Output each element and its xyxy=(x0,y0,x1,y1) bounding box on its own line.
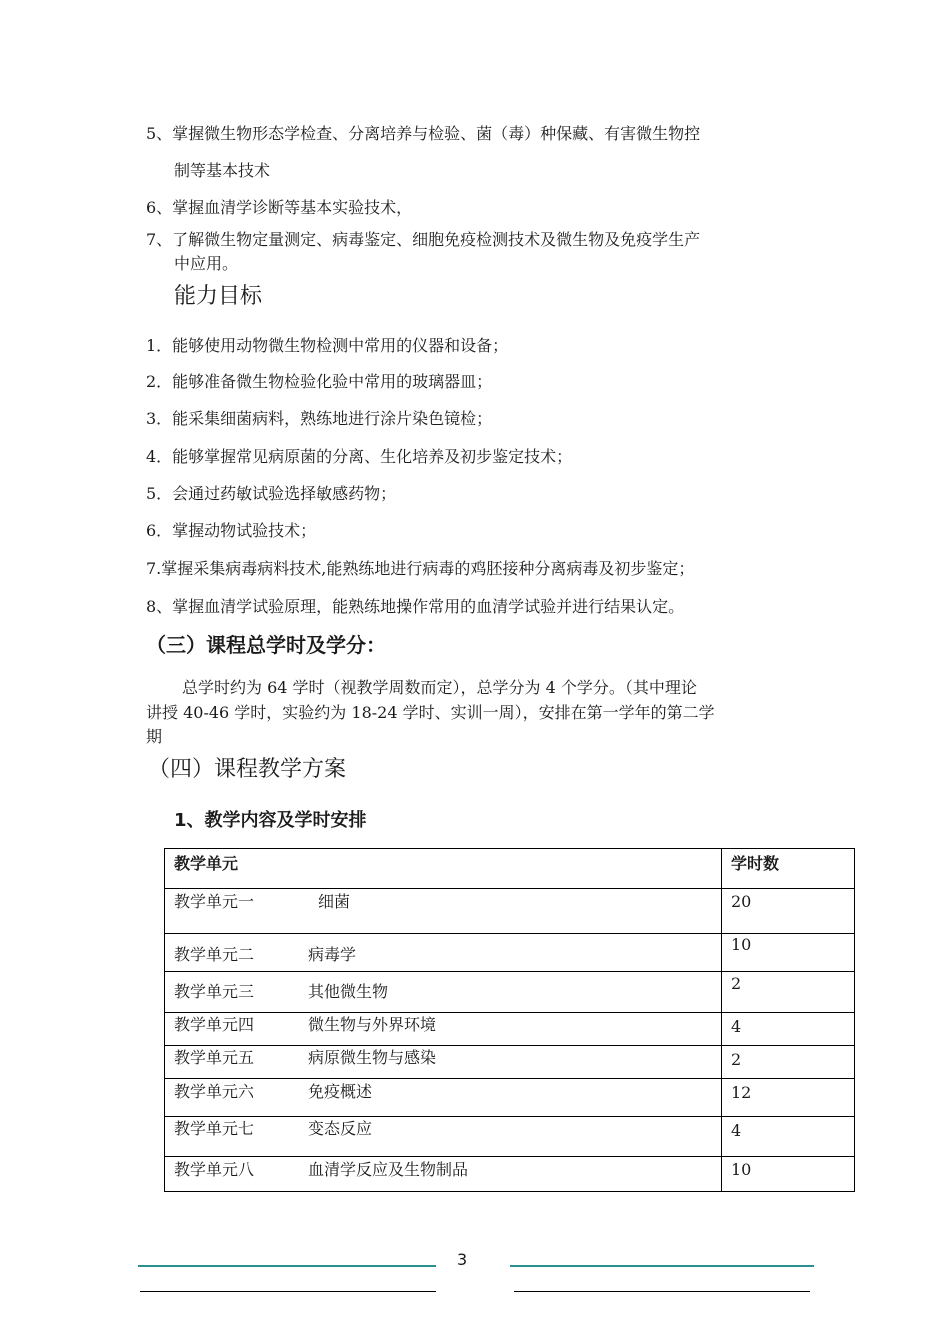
unit-hours: 12 xyxy=(722,1079,855,1117)
knowledge-item-5: 5、掌握微生物形态学检查、分离培养与检验、菌（毒）种保藏、有害微生物控 xyxy=(146,124,701,143)
section3-paragraph-line: 期 xyxy=(146,727,163,746)
ability-item: 5．会通过药敏试验选择敏感药物； xyxy=(146,484,397,503)
table-row xyxy=(165,1079,855,1117)
unit-hours: 2 xyxy=(722,1046,855,1079)
table-row xyxy=(165,1117,855,1157)
ability-item: 6．掌握动物试验技术； xyxy=(146,521,317,540)
unit-topic: 其他微生物 xyxy=(308,982,389,1001)
unit-name: 教学单元八 xyxy=(174,1160,255,1179)
unit-name: 教学单元三 xyxy=(174,982,255,1001)
knowledge-item-6: 6、掌握血清学诊断等基本实验技术， xyxy=(146,198,413,217)
section3-paragraph-line: 讲授 40-46 学时，实验约为 18-24 学时、实训一周），安排在第一学年的第二学 xyxy=(146,703,715,722)
header-unit: 教学单元 xyxy=(165,849,722,889)
table-header-row xyxy=(165,849,855,889)
unit-hours: 10 xyxy=(722,934,855,972)
unit-topic: 血清学反应及生物制品 xyxy=(308,1160,469,1179)
unit-topic: 病毒学 xyxy=(308,945,357,964)
table-row xyxy=(165,934,855,972)
knowledge-item-7-cont: 中应用。 xyxy=(174,254,239,273)
table-row xyxy=(165,972,855,1013)
unit-hours: 10 xyxy=(722,1157,855,1192)
section4-subheading: 1、教学内容及学时安排 xyxy=(174,810,367,831)
unit-hours: 4 xyxy=(722,1013,855,1046)
ability-heading: 能力目标 xyxy=(174,284,263,309)
unit-name: 教学单元二 xyxy=(174,945,255,964)
teaching-units-table xyxy=(164,848,855,1192)
table-row xyxy=(165,1013,855,1046)
ability-item: 4．能够掌握常见病原菌的分离、生化培养及初步鉴定技术； xyxy=(146,447,573,466)
table-row xyxy=(165,889,855,934)
page-number: 3 xyxy=(457,1250,468,1269)
unit-topic: 病原微生物与感染 xyxy=(308,1048,437,1067)
unit-name: 教学单元五 xyxy=(174,1048,255,1067)
unit-hours: 20 xyxy=(722,889,855,934)
ability-item: 8、掌握血清学试验原理，能熟练地操作常用的血清学试验并进行结果认定。 xyxy=(146,597,685,616)
unit-name: 教学单元一 xyxy=(174,892,255,911)
section4-heading: （四）课程教学方案 xyxy=(148,757,347,782)
ability-item: 2．能够准备微生物检验化验中常用的玻璃器皿； xyxy=(146,372,493,391)
footer-rule-right-bottom xyxy=(514,1291,810,1292)
unit-topic: 微生物与外界环境 xyxy=(308,1015,437,1034)
unit-hours: 2 xyxy=(722,972,855,1013)
table-row xyxy=(165,1046,855,1079)
unit-name: 教学单元六 xyxy=(174,1082,255,1101)
section3-paragraph-line: 总学时约为 64 学时（视教学周数而定），总学分为 4 个学分。（其中理论 xyxy=(182,678,697,697)
unit-topic: 细菌 xyxy=(318,892,351,911)
knowledge-item-7: 7、了解微生物定量测定、病毒鉴定、细胞免疫检测技术及微生物及免疫学生产 xyxy=(146,230,701,249)
knowledge-item-5-cont: 制等基本技术 xyxy=(174,161,271,180)
ability-item: 7.掌握采集病毒病料技术,能熟练地进行病毒的鸡胚接种分离病毒及初步鉴定； xyxy=(146,559,695,578)
header-hours: 学时数 xyxy=(722,849,855,889)
table-row xyxy=(165,1157,855,1192)
ability-item: 1．能够使用动物微生物检测中常用的仪器和设备； xyxy=(146,336,509,355)
footer-rule-left-bottom xyxy=(140,1291,436,1292)
ability-item: 3．能采集细菌病料，熟练地进行涂片染色镜检； xyxy=(146,409,493,428)
footer-rule-right-top xyxy=(510,1265,814,1267)
unit-hours: 4 xyxy=(722,1117,855,1157)
section3-heading: （三）课程总学时及学分： xyxy=(146,633,386,657)
unit-name: 教学单元四 xyxy=(174,1015,255,1034)
unit-topic: 免疫概述 xyxy=(308,1082,373,1101)
footer-rule-left-top xyxy=(138,1265,436,1267)
unit-name: 教学单元七 xyxy=(174,1119,255,1138)
unit-topic: 变态反应 xyxy=(308,1119,373,1138)
